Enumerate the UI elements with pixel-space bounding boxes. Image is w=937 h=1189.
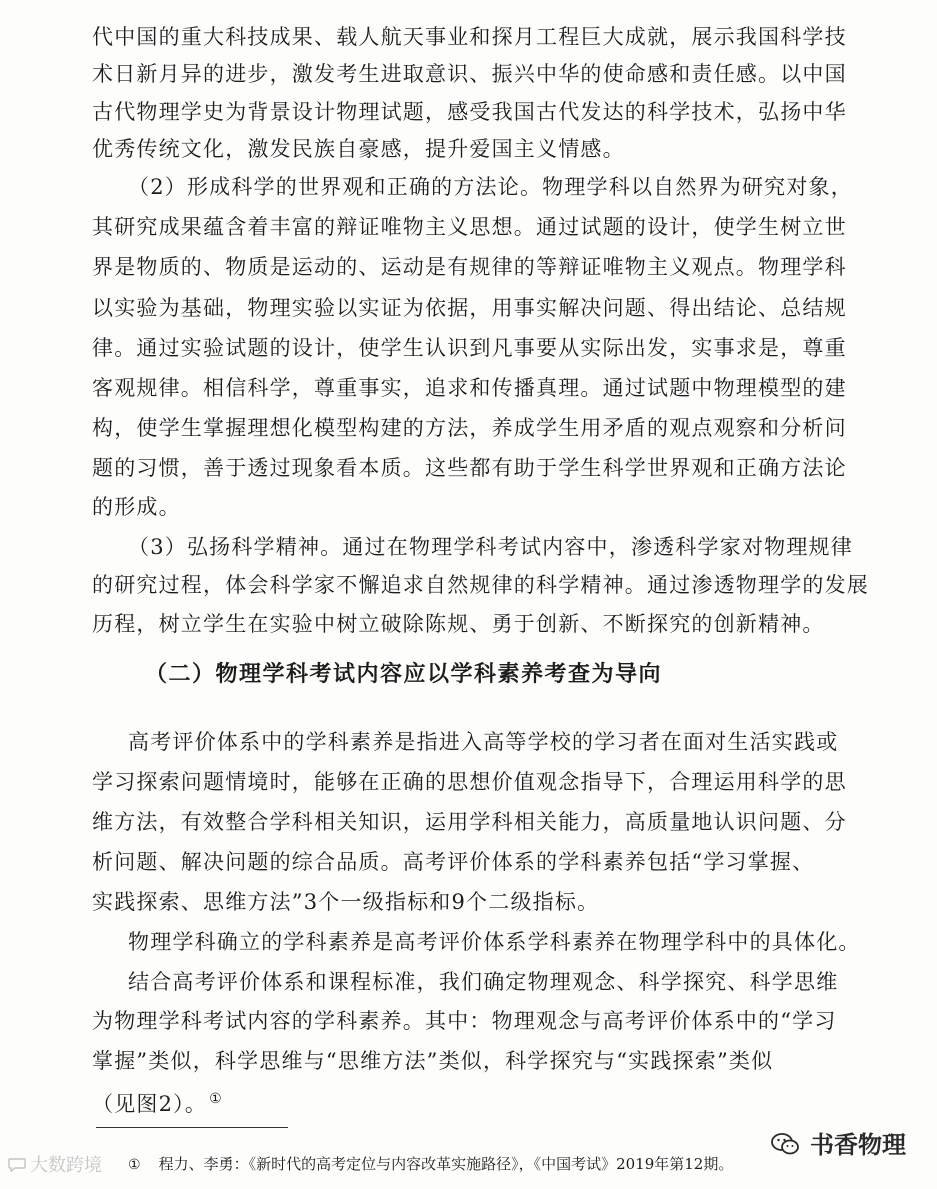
body-line: 代中国的重大科技成果、载人航天事业和探月工程巨大成就，展示我国科学技 — [92, 25, 847, 49]
body-line: 的形成。 — [92, 495, 181, 519]
body-line-text: （见图2）。 — [92, 1092, 208, 1116]
footnote — [128, 1153, 733, 1176]
body-line: 界是物质的、物质是运动的、运动是有规律的等辩证唯物主义观点。物理学科 — [92, 255, 847, 279]
speech-bubble-icon — [8, 1158, 26, 1172]
footnote-text: 程力、李勇：《新时代的高考定位与内容改革实施路径》，《中国考试》2019年第12期。 — [158, 1155, 734, 1173]
footnote-divider — [96, 1127, 288, 1128]
body-line: 历程，树立学生在实验中树立破除陈规、勇于创新、不断探究的创新精神。 — [92, 612, 825, 636]
body-line: 物理学科确立的学科素养是高考评价体系学科素养在物理学科中的具体化。 — [128, 930, 861, 954]
body-line: 的研究过程，体会科学家不懈追求自然规律的科学精神。通过渗透物理学的发展 — [92, 573, 869, 597]
body-line: 高考评价体系中的学科素养是指进入高等学校的学习者在面对生活实践或 — [128, 730, 839, 754]
body-line-with-ref — [92, 1084, 223, 1119]
body-line: 为物理学科考试内容的学科素养。其中：物理观念与高考评价体系中的“学习 — [92, 1009, 837, 1033]
wechat-icon — [770, 1131, 800, 1157]
watermark-right — [770, 1128, 906, 1162]
body-line: 其研究成果蕴含着丰富的辩证唯物主义思想。通过试题的设计，使学生树立世 — [92, 215, 847, 239]
watermark-right-text: 书香物理 — [810, 1131, 906, 1159]
body-line: 掌握”类似，科学思维与“思维方法”类似，科学探究与“实践探索”类似 — [92, 1049, 774, 1073]
footnote-mark: ① — [128, 1157, 141, 1173]
body-line: 古代物理学史为背景设计物理试题，感受我国古代发达的科学技术，弘扬中华 — [92, 100, 847, 124]
body-line: 实践探索、思维方法”3个一级指标和9个二级指标。 — [92, 890, 600, 914]
body-line: 术日新月异的进步，激发考生进取意识、振兴中华的使命感和责任感。以中国 — [92, 62, 847, 86]
body-line: 维方法，有效整合学科相关知识，运用学科相关能力，高质量地认识问题、分 — [92, 810, 847, 834]
footnote-reference[interactable]: ① — [209, 1091, 223, 1107]
body-line: 客观规律。相信科学，尊重事实，追求和传播真理。通过试题中物理模型的建 — [92, 376, 847, 400]
body-line: 析问题、解决问题的综合品质。高考评价体系的学科素养包括“学习掌握、 — [92, 850, 815, 874]
body-line: 以实验为基础，物理实验以实证为依据，用事实解决问题、得出结论、总结规 — [92, 296, 847, 320]
body-line: 优秀传统文化，激发民族自豪感，提升爱国主义情感。 — [92, 137, 625, 161]
body-line: （3）弘扬科学精神。通过在物理学科考试内容中，渗透科学家对物理规律 — [128, 535, 853, 559]
body-line: 律。通过实验试题的设计，使学生认识到凡事要从实际出发，实事求是，尊重 — [92, 336, 847, 360]
watermark-left — [8, 1153, 102, 1179]
watermark-left-text: 大数跨境 — [30, 1155, 102, 1176]
body-line: （2）形成科学的世界观和正确的方法论。物理学科以自然界为研究对象， — [128, 175, 853, 199]
body-line: 结合高考评价体系和课程标准，我们确定物理观念、科学探究、科学思维 — [128, 970, 839, 994]
body-line: 学习探索问题情境时，能够在正确的思想价值观念指导下，合理运用科学的思 — [92, 770, 847, 794]
body-line: 构，使学生掌握理想化模型构建的方法，养成学生用矛盾的观点观察和分析问 — [92, 416, 847, 440]
section-heading: （二）物理学科考试内容应以学科素养考查为导向 — [145, 662, 663, 687]
body-line: 题的习惯，善于透过现象看本质。这些都有助于学生科学世界观和正确方法论 — [92, 456, 847, 480]
